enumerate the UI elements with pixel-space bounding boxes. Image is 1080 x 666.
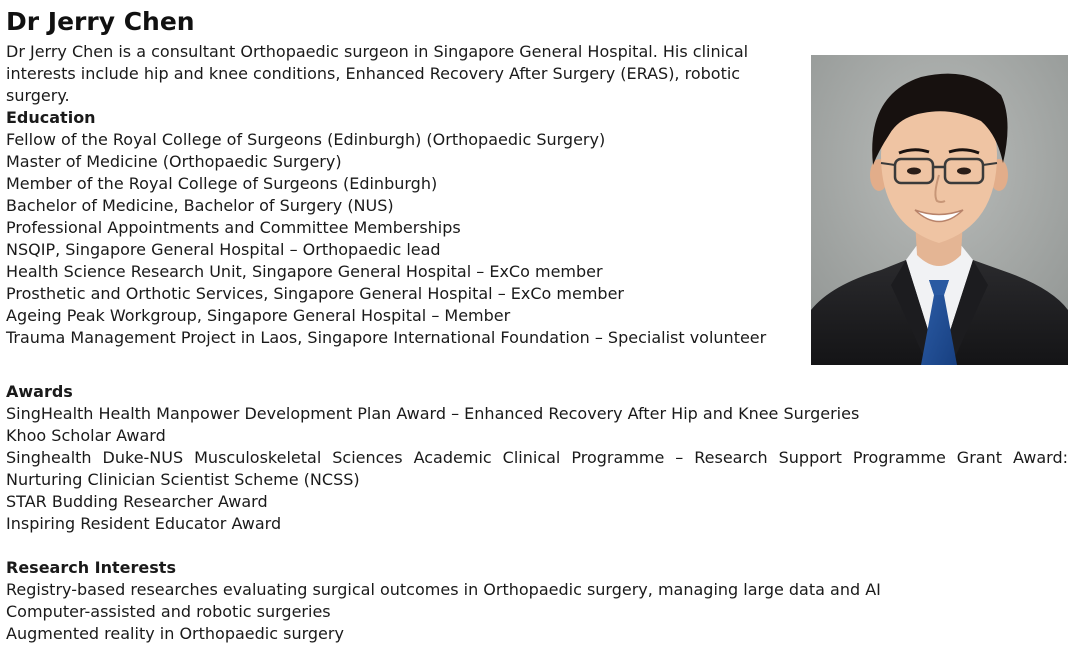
research-item: Computer-assisted and robotic surgeries <box>6 602 331 621</box>
research-item: Registry-based researches evaluating surgical outcomes in Orthopaedic surgery, managing large data and AI <box>6 580 881 599</box>
research-section <box>6 557 1068 645</box>
award-item: SingHealth Health Manpower Development Plan Award – Enhanced Recovery After Hip and Knee Surgeries <box>6 404 860 423</box>
award-item: Khoo Scholar Award <box>6 426 166 445</box>
education-item: Trauma Management Project in Laos, Singapore International Foundation – Specialist volunteer <box>6 328 767 347</box>
award-item: Singhealth Duke-NUS Musculoskeletal Sciences Academic Clinical Programme – Research Support Programme Grant Award: Nurturing Clinician Scientist Scheme (NCSS) <box>6 448 1068 489</box>
page-title: Dr Jerry Chen <box>6 7 195 36</box>
awards-heading: Awards <box>6 382 73 401</box>
education-item: Bachelor of Medicine, Bachelor of Surgery (NUS) <box>6 196 394 215</box>
award-item: Inspiring Resident Educator Award <box>6 514 282 533</box>
education-item: Fellow of the Royal College of Surgeons (Edinburgh) (Orthopaedic Surgery) <box>6 130 606 149</box>
awards-section <box>6 381 1068 535</box>
education-item: Ageing Peak Workgroup, Singapore General Hospital – Member <box>6 306 511 325</box>
education-item: NSQIP, Singapore General Hospital – Orthopaedic lead <box>6 240 441 259</box>
doctor-portrait <box>811 55 1068 365</box>
education-item: Member of the Royal College of Surgeons (Edinburgh) <box>6 174 438 193</box>
education-item: Health Science Research Unit, Singapore General Hospital – ExCo member <box>6 262 603 281</box>
intro-paragraph: Dr Jerry Chen is a consultant Orthopaedic surgeon in Singapore General Hospital. His clinical interests include hip and knee conditions, Enhanced Recovery After Surgery (ERAS), robotic surgery. <box>6 42 749 105</box>
award-item: STAR Budding Researcher Award <box>6 492 268 511</box>
education-heading: Education <box>6 108 96 127</box>
education-item: Prosthetic and Orthotic Services, Singapore General Hospital – ExCo member <box>6 284 624 303</box>
education-item: Master of Medicine (Orthopaedic Surgery) <box>6 152 342 171</box>
education-item: Professional Appointments and Committee Memberships <box>6 218 461 237</box>
education-section <box>6 107 806 349</box>
research-heading: Research Interests <box>6 558 176 577</box>
research-item: Augmented reality in Orthopaedic surgery <box>6 624 344 643</box>
